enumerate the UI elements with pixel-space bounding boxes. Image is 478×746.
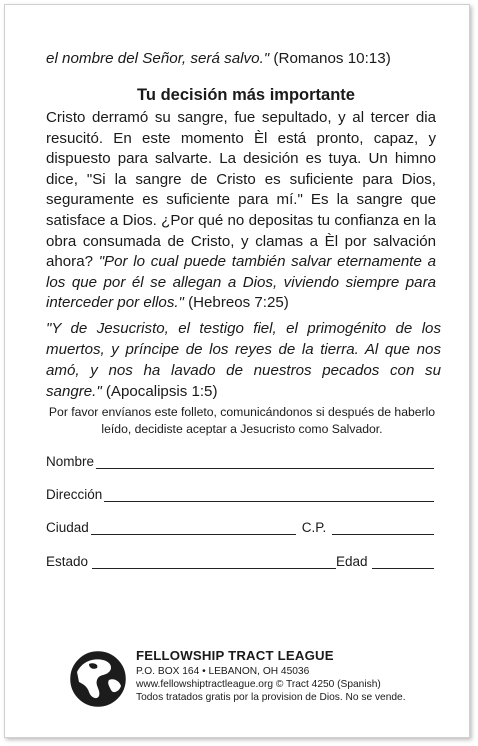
globe-logo-icon	[69, 650, 127, 708]
closing-verse-reference: (Apocalipsis 1:5)	[101, 383, 218, 400]
edad-field[interactable]	[372, 554, 434, 569]
ciudad-row	[46, 515, 434, 535]
nombre-label: Nombre	[46, 454, 95, 469]
top-verse-text: el nombre del Señor, será salvo."	[46, 50, 270, 67]
top-verse	[46, 49, 446, 68]
free-tract-note: Todos tratados gratis por la provision de Dios. No se vende.	[136, 692, 406, 703]
body-text: Cristo derramó su sangre, fue sepultado, y al tercer dia resucitó. En este momento Èl está pronto, capaz, y dispuesto para salvarte. La desición es tuya. Un himno dice, "Si la sangre de Cristo es suficiente para Dios, seguramente es suficiente para mí." Es la sangre que satisface a Dios. ¿Por qué no depositas tu confianza en la obra consumada de Cristo, y clamas a Èl por salvación ahora?	[46, 109, 436, 271]
estado-row	[46, 549, 434, 569]
org-name: FELLOWSHIP TRACT LEAGUE	[136, 648, 334, 663]
closing-verse	[46, 318, 441, 402]
estado-label: Estado	[46, 554, 89, 569]
top-verse-reference: (Romanos 10:13)	[269, 50, 391, 67]
cp-field[interactable]	[332, 520, 434, 535]
edad-label: Edad	[336, 554, 368, 569]
direccion-field[interactable]	[104, 487, 434, 502]
website-line: www.fellowshiptractleague.org © Tract 4250 (Spanish)	[136, 679, 381, 690]
ciudad-field[interactable]	[91, 520, 296, 535]
footer-info	[136, 665, 406, 704]
form-notice: Por favor envíanos este folleto, comunicándonos si después de haberlo leído, decidiste aceptar a Jesucristo como Salvador.	[48, 405, 436, 436]
address-line: P.O. BOX 164 • LEBANON, OH 45036	[136, 666, 310, 677]
nombre-field[interactable]	[96, 454, 434, 469]
section-heading: Tu decisión más importante	[137, 86, 355, 104]
body-quote: "Por lo cual puede también salvar eternamente a los que por él se allegan a Dios, viviendo siempre para interceder por ellos."	[46, 253, 436, 312]
body-paragraph	[46, 108, 436, 314]
closing-verse-text: "Y de Jesucristo, el testigo fiel, el primogénito de los muertos, y príncipe de los reyes de la tierra. Al que nos amó, y nos ha lavado de nuestros pecados con su sangre."	[46, 320, 441, 400]
direccion-label: Dirección	[46, 487, 103, 502]
estado-field[interactable]	[92, 554, 336, 569]
direccion-row	[46, 482, 434, 502]
nombre-row	[46, 449, 434, 469]
ciudad-label: Ciudad	[46, 520, 89, 535]
body-reference: (Hebreos 7:25)	[183, 294, 289, 312]
cp-label: C.P.	[301, 520, 327, 535]
